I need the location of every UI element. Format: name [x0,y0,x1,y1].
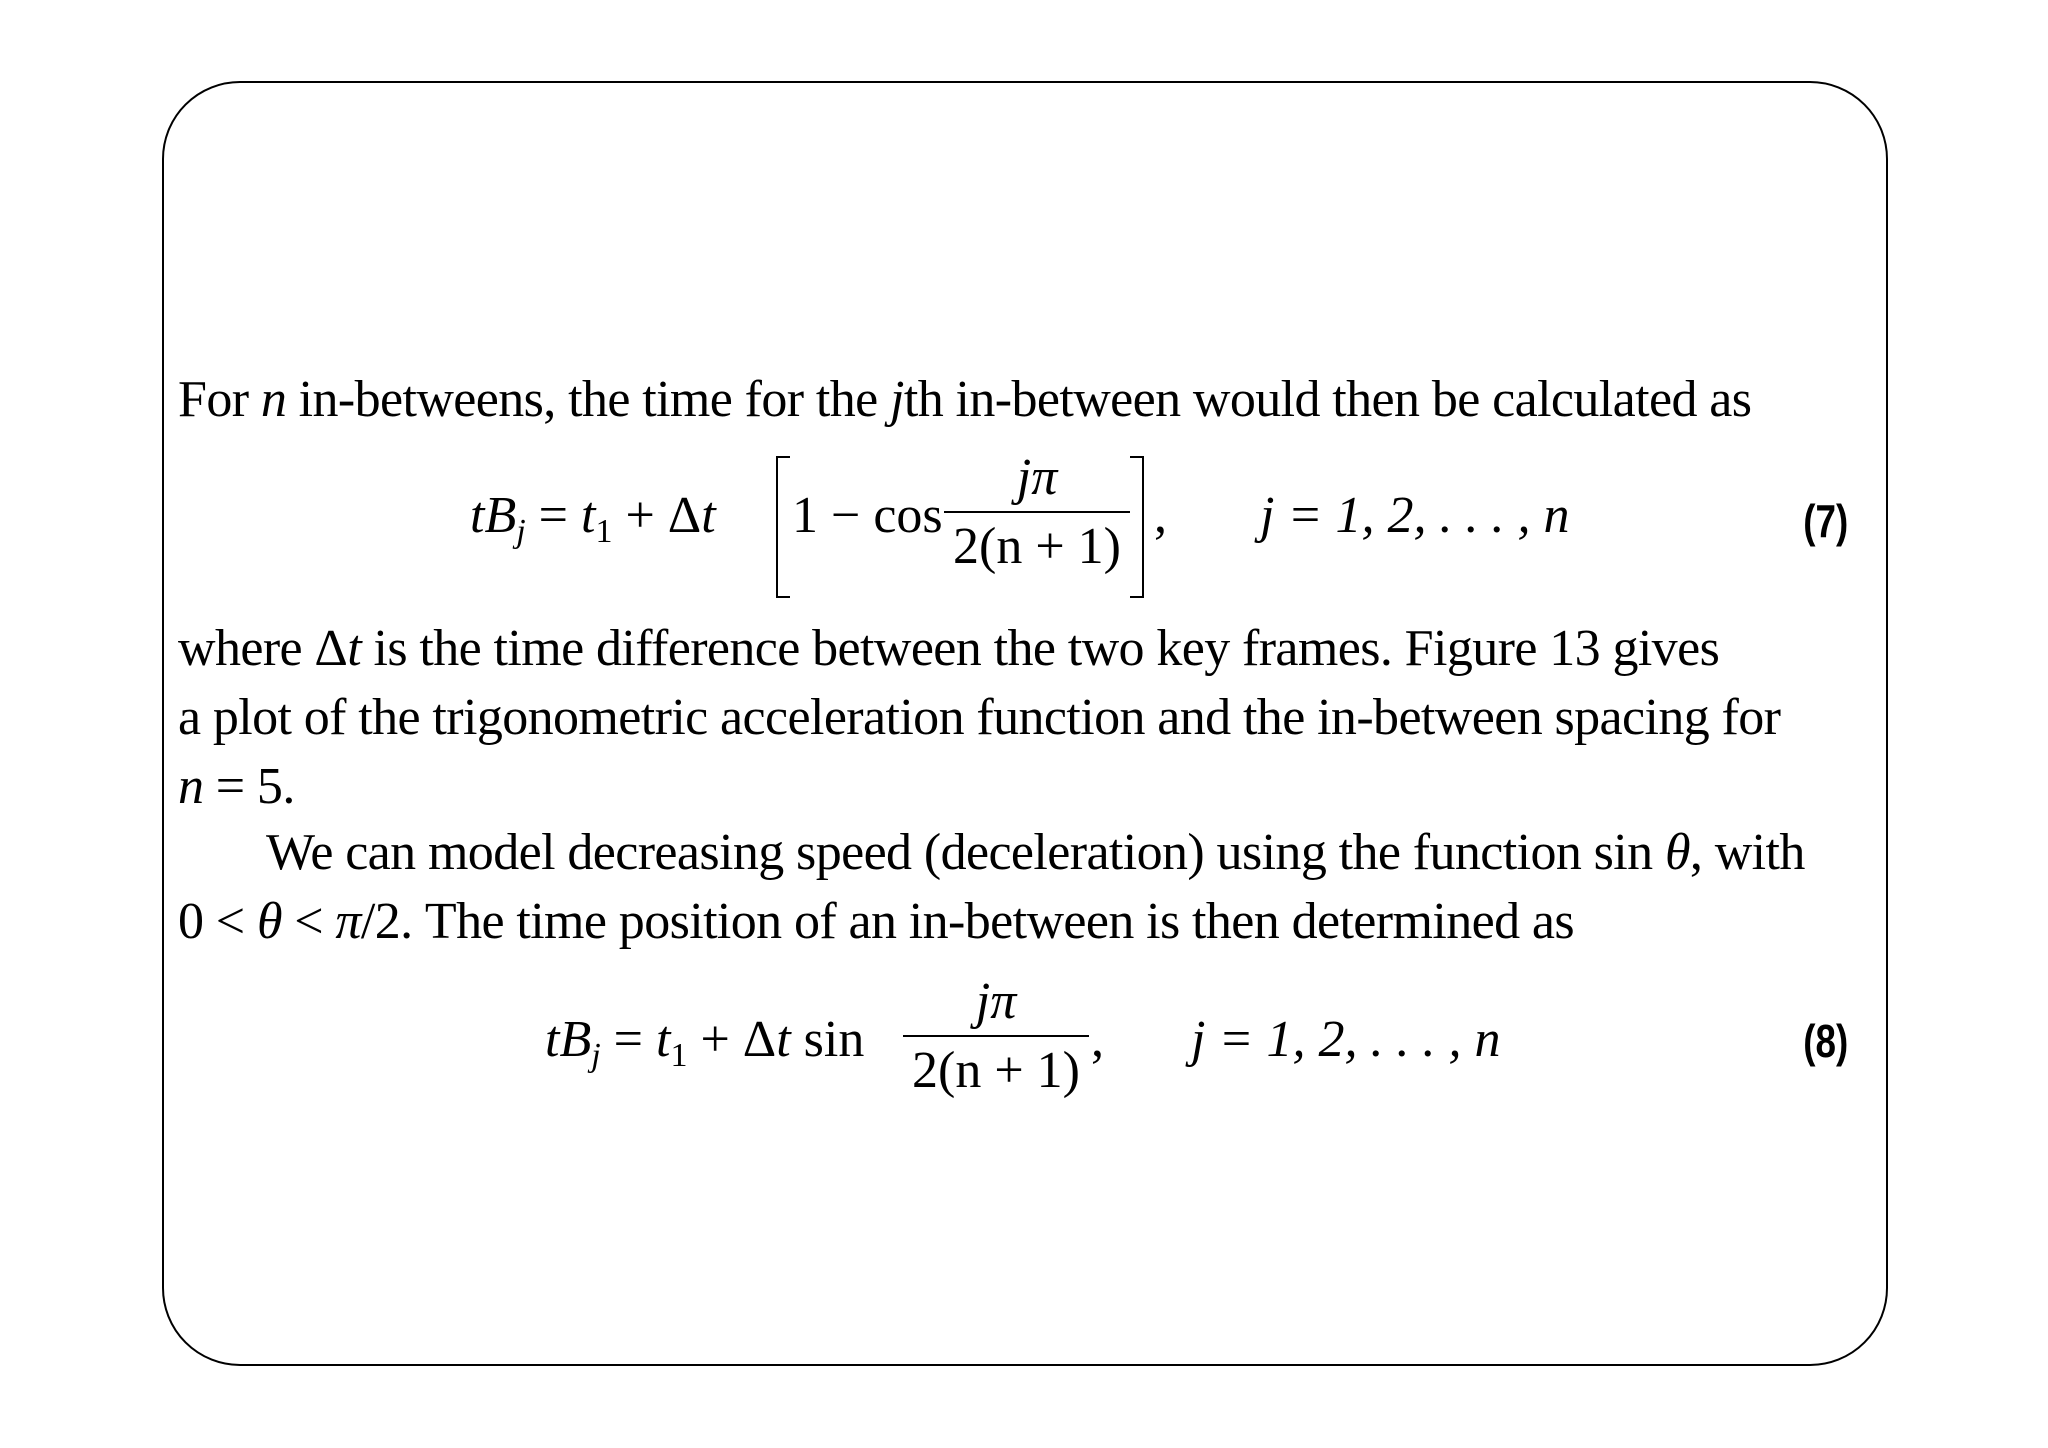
var-n: n [260,371,287,428]
text: For [178,371,261,428]
plus-delta: + Δ [612,487,702,544]
plus-delta: + Δ [687,1011,777,1068]
var-j: j [890,371,904,428]
equals-sign: = [525,487,581,544]
text: th in-between would then be calculated as [903,371,1752,428]
text: where Δ [178,620,348,677]
var-t: t [545,1011,560,1068]
eq7-range: j = 1, 2, . . . , n [1260,487,1570,544]
sin: sin [790,1011,865,1068]
text: = 5. [203,758,295,815]
subscript-j: j [591,1037,601,1074]
var-t: t [776,1011,791,1068]
var-B: B [559,1011,592,1068]
subscript-1: 1 [595,513,613,550]
fraction-numerator: jπ [975,973,1017,1030]
fraction-bar [903,1035,1089,1037]
eq8-lhs [545,1010,864,1075]
text: a plot of the trigonometric acceleration function and the in-between spacing for [178,689,1781,746]
subscript-j: j [516,513,526,550]
var-pi: π [335,893,361,950]
eq7-fraction [944,448,1130,576]
var-t: t [470,487,485,544]
var-t: t [701,487,716,544]
var-n: n [178,758,204,815]
text: We can model decreasing speed (deceleration) using the function sin [266,824,1665,881]
text: < [281,893,336,950]
right-bracket [1130,456,1144,598]
var-t: t [581,487,596,544]
var-t: t [347,620,362,677]
fraction-bar [944,511,1130,513]
var-B: B [484,487,517,544]
explanation-paragraph [178,614,1780,821]
text: /2. The time position of an in-between is then determined as [360,893,1574,950]
fraction-denominator: 2(n + 1) [953,518,1121,575]
text: in-betweens, the time for the [286,371,890,428]
equals-sign: = [600,1011,656,1068]
eq8-range: j = 1, 2, . . . , n [1191,1011,1501,1068]
fraction-denominator: 2(n + 1) [912,1042,1080,1099]
fraction-numerator: jπ [1016,449,1058,506]
var-theta: θ [1664,824,1690,881]
deceleration-paragraph [178,818,1805,956]
text: 0 < [178,893,257,950]
comma: , [1154,487,1167,544]
var-t: t [656,1011,671,1068]
equation-number-7: (7) [1803,495,1848,547]
eq8-fraction [903,972,1089,1100]
left-bracket [776,456,790,598]
subscript-1: 1 [670,1037,688,1074]
eq7-lhs [470,486,716,551]
comma: , [1091,1011,1104,1068]
text: , with [1689,824,1805,881]
one-minus-cos: 1 − cos [792,487,943,544]
text: is the time difference between the two key frames. Figure 13 gives [361,620,1720,677]
intro-paragraph [178,365,1751,434]
equation-number-8: (8) [1803,1015,1848,1067]
var-theta: θ [256,893,282,950]
